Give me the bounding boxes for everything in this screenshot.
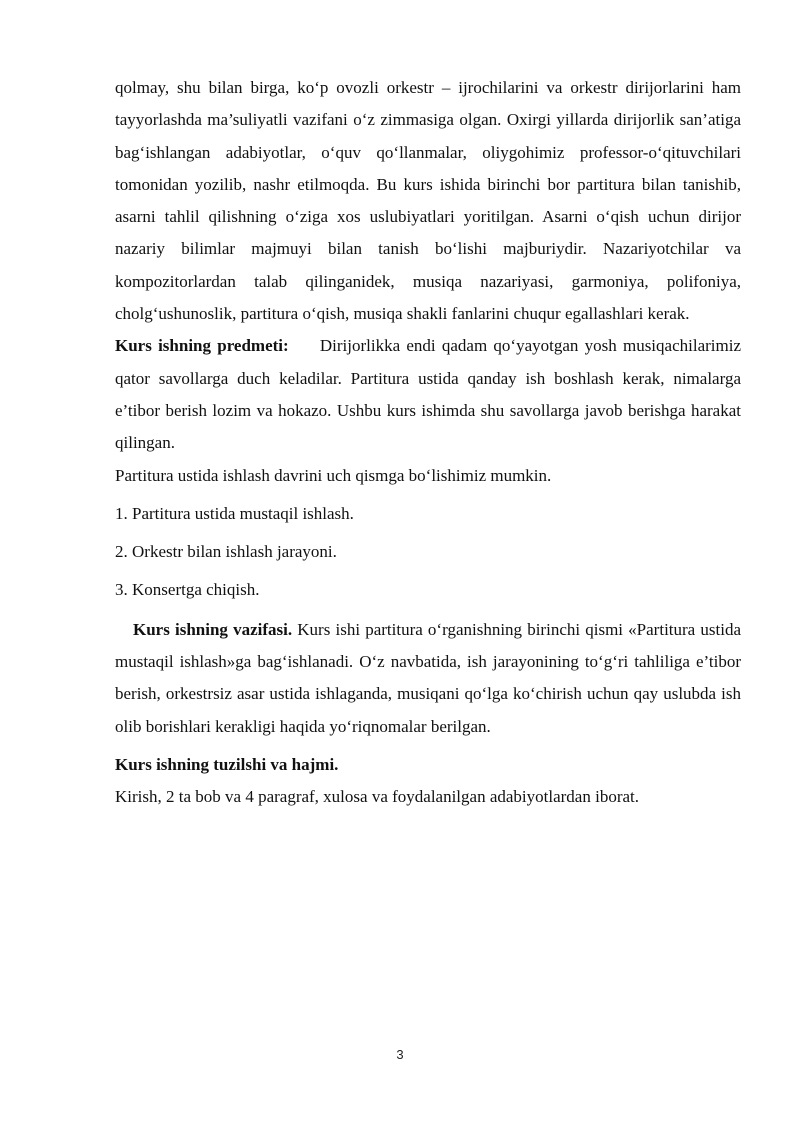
task-text: Kurs ishi partitura o‘rganishning birinchi qismi «Partitura ustida mustaqil ishlash»ga bag‘ishlanadi. O‘z navbatida, ish jarayonining to‘g‘ri tahliliga e’tibor berish, orkestrsiz asar ustida ishlaganda, musiqani qo‘lga ko‘chirish uchun qay uslubda ish olib borishlari kerakligi haqida yo‘riqnomalar berilgan. bbox=[115, 619, 741, 736]
subject-paragraph bbox=[115, 330, 741, 459]
structure-heading-line bbox=[115, 749, 741, 781]
subject-text: Dirijorlikka endi qadam qo‘yayotgan yosh musiqachilarimiz qator savollarga duch keladilar. Partitura ustida qanday ish boshlash kerak, nimalarga e’tibor berish lozim va hokazo. Ushbu kurs ishimda shu savollarga javob berishga harakat qilingan. bbox=[115, 336, 741, 453]
intro-paragraph: qolmay, shu bilan birga, ko‘p ovozli orkestr – ijrochilarini va orkestr dirijorlarini ham tayyorlashda ma’suliyatli vazifani o‘z zimmasiga olgan. Oxirgi yillarda dirijorlik san’atiga bag‘ishlangan adabiyotlar, o‘quv qo‘llanmalar, oliygohimiz professor-o‘qituvchilari tomonidan yozilib, nashr etilmoqda. Bu kurs ishida birinchi bor partitura bilan tanishib, asarni tahlil qilishning o‘ziga xos uslubiyatlari yoritilgan. Asarni o‘qish uchun dirijor nazariy bilimlar majmuyi bilan tanish bo‘lishi majburiydir. Nazariyotchilar va kompozitorlardan talab qilinganidek, musiqa nazariyasi, garmoniya, polifoniya, cholg‘ushunoslik, partitura o‘qish, musiqa shakli fanlarini chuqur egallashlari kerak. bbox=[115, 78, 741, 324]
task-heading: Kurs ishning vazifasi. bbox=[133, 619, 293, 639]
stage-item-2: 2. Orkestr bilan ishlash jarayoni. bbox=[115, 541, 337, 561]
stages-intro: Partitura ustida ishlash davrini uch qismga bo‘lishimiz mumkin. bbox=[115, 465, 552, 485]
subject-heading: Kurs ishning predmeti: bbox=[115, 336, 289, 356]
stage-item-3: 3. Konsertga chiqish. bbox=[115, 579, 260, 599]
stage-item-1: 1. Partitura ustida mustaqil ishlash. bbox=[115, 503, 354, 523]
structure-heading: Kurs ishning tuzilshi va hajmi. bbox=[115, 755, 339, 775]
task-paragraph bbox=[115, 614, 741, 743]
page-number: 3 bbox=[396, 1047, 404, 1062]
structure-text: Kirish, 2 ta bob va 4 paragraf, xulosa va foydalanilgan adabiyotlardan iborat. bbox=[115, 787, 639, 807]
document-page bbox=[115, 72, 741, 814]
